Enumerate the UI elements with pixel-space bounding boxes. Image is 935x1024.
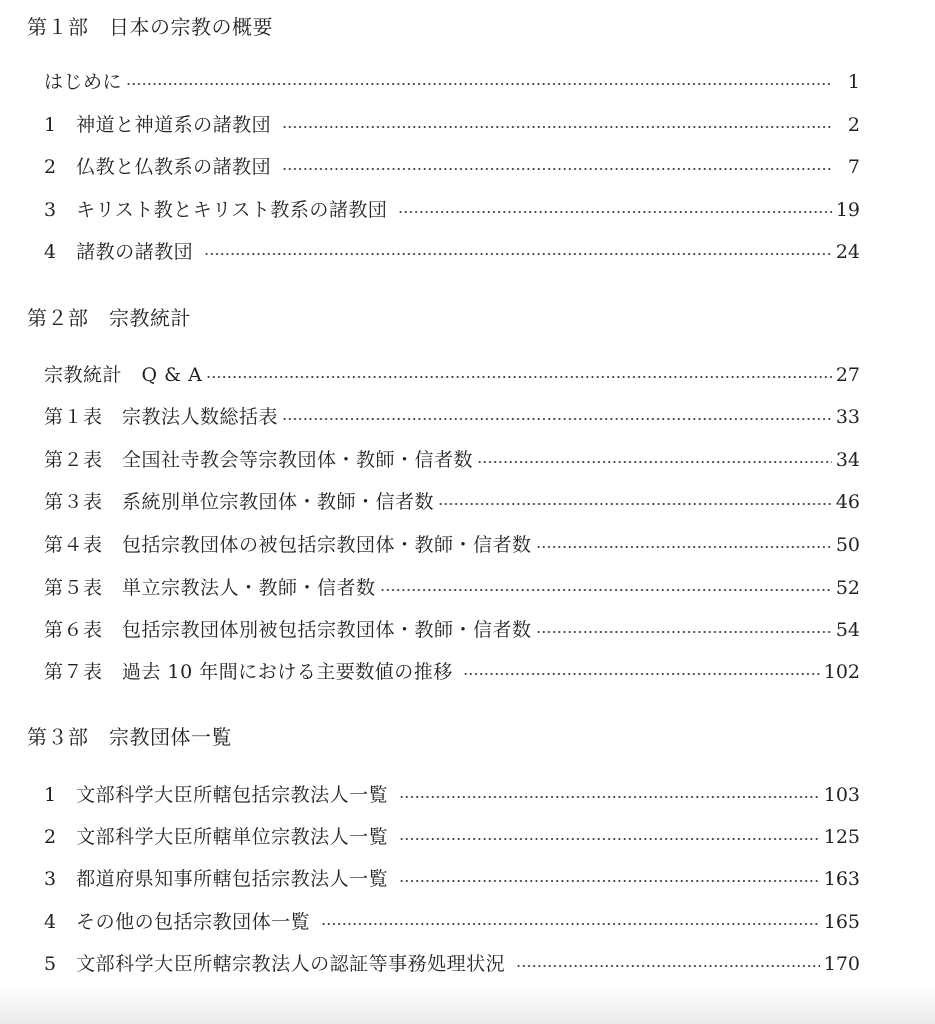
toc-entry[interactable] xyxy=(44,489,860,515)
dot-leader xyxy=(399,824,820,850)
toc-entry-page: 27 xyxy=(835,364,860,386)
dot-leader xyxy=(282,404,832,430)
toc-entry-page: 34 xyxy=(835,449,860,471)
toc-entry[interactable] xyxy=(44,782,860,808)
toc-entry-page: 19 xyxy=(835,199,860,221)
toc-entry-label: 宗教統計 Q & A xyxy=(44,364,203,386)
toc-entry[interactable] xyxy=(44,824,860,850)
toc-entry-page: 24 xyxy=(835,241,860,263)
toc-entry-label: 第６表 包括宗教団体別被包括宗教団体・教師・信者数 xyxy=(44,619,532,641)
toc-entry-page: 46 xyxy=(835,491,860,513)
dot-leader xyxy=(399,782,820,808)
toc-entry[interactable] xyxy=(44,866,860,892)
part-3-title: 第３部 宗教団体一覧 xyxy=(27,725,232,749)
toc-entry-label: 3 キリスト教とキリスト教系の諸教団 xyxy=(44,199,394,221)
dot-leader xyxy=(477,447,832,473)
toc-entry-page: 33 xyxy=(835,406,860,428)
toc-entry[interactable] xyxy=(44,617,860,643)
toc-entry-page: 103 xyxy=(823,784,860,806)
dot-leader xyxy=(399,866,820,892)
toc-entry[interactable] xyxy=(44,69,860,95)
dot-leader xyxy=(536,617,832,643)
part-1-title: 第１部 日本の宗教の概要 xyxy=(27,15,273,39)
toc-entry-label: 第２表 全国社寺教会等宗教団体・教師・信者数 xyxy=(44,449,474,471)
part-2-title: 第２部 宗教統計 xyxy=(27,306,191,330)
dot-leader xyxy=(463,659,819,685)
toc-entry-label: 1 神道と神道系の諸教団 xyxy=(44,114,278,136)
dot-leader xyxy=(204,239,832,265)
page-bottom-shadow xyxy=(0,985,935,1024)
toc-entry[interactable] xyxy=(44,404,860,430)
dot-leader xyxy=(536,532,832,558)
toc-entry-page: 125 xyxy=(823,826,860,848)
toc-entry-label: 2 仏教と仏教系の諸教団 xyxy=(44,156,278,178)
toc-entry-page: 50 xyxy=(835,534,860,556)
toc-entry-label: 第７表 過去 10 年間における主要数値の推移 xyxy=(44,661,460,683)
toc-entry[interactable] xyxy=(44,951,860,977)
toc-entry-label: 第１表 宗教法人数総括表 xyxy=(44,406,279,428)
toc-entry[interactable] xyxy=(44,575,860,601)
toc-entry-page: 7 xyxy=(847,156,860,178)
toc-entry[interactable] xyxy=(44,532,860,558)
toc-entry-label: 4 諸教の諸教団 xyxy=(44,241,200,263)
toc-entry[interactable] xyxy=(44,239,860,265)
toc-entry[interactable] xyxy=(44,154,860,180)
dot-leader xyxy=(398,197,832,223)
toc-entry-page: 165 xyxy=(823,911,860,933)
toc-entry-page: 54 xyxy=(835,619,860,641)
toc-entry-page: 1 xyxy=(847,71,860,93)
toc-entry-label: はじめに xyxy=(44,71,123,93)
toc-entry-label: 第４表 包括宗教団体の被包括宗教団体・教師・信者数 xyxy=(44,534,532,556)
toc-entry-label: 1 文部科学大臣所轄包括宗教法人一覧 xyxy=(44,784,395,806)
dot-leader xyxy=(126,69,832,95)
toc-entry-page: 170 xyxy=(823,953,860,975)
dot-leader xyxy=(282,112,832,138)
dot-leader xyxy=(438,489,832,515)
dot-leader xyxy=(282,154,832,180)
toc-entry[interactable] xyxy=(44,197,860,223)
toc-entry-label: 2 文部科学大臣所轄単位宗教法人一覧 xyxy=(44,826,395,848)
toc-entry[interactable] xyxy=(44,362,860,388)
dot-leader xyxy=(206,362,832,388)
toc-entry-label: 4 その他の包括宗教団体一覧 xyxy=(44,911,317,933)
dot-leader xyxy=(321,909,820,935)
toc-entry-label: 第３表 系統別単位宗教団体・教師・信者数 xyxy=(44,491,435,513)
toc-entry[interactable] xyxy=(44,447,860,473)
toc-entry[interactable] xyxy=(44,909,860,935)
toc-entry-page: 163 xyxy=(823,868,860,890)
toc-entry-label: 第５表 単立宗教法人・教師・信者数 xyxy=(44,577,376,599)
toc-entry-page: 2 xyxy=(847,114,860,136)
toc-entry-page: 52 xyxy=(835,577,860,599)
toc-entry-page: 102 xyxy=(823,661,860,683)
dot-leader xyxy=(380,575,832,601)
toc-entry-label: 5 文部科学大臣所轄宗教法人の認証等事務処理状況 xyxy=(44,953,512,975)
toc-entry[interactable] xyxy=(44,112,860,138)
toc-entry[interactable] xyxy=(44,659,860,685)
toc-entry-label: 3 都道府県知事所轄包括宗教法人一覧 xyxy=(44,868,395,890)
dot-leader xyxy=(516,951,820,977)
